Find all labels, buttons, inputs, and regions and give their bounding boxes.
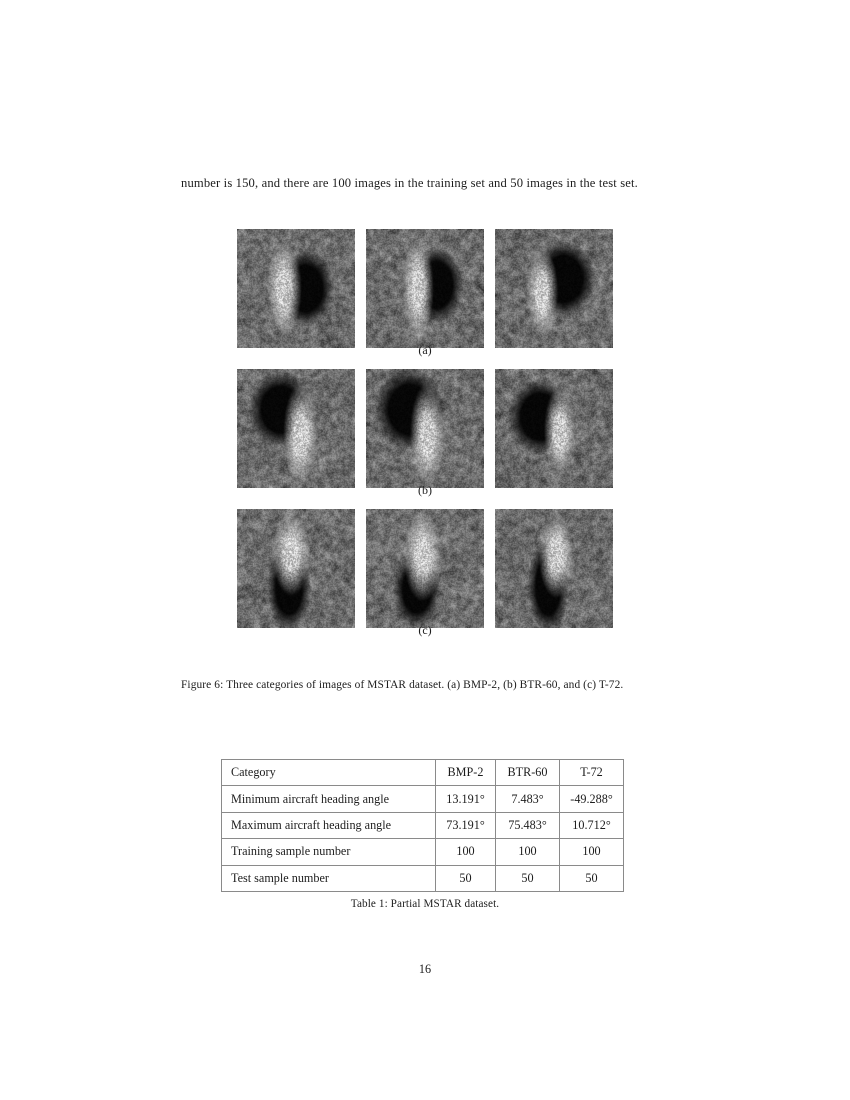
sar-image-cell bbox=[366, 229, 484, 348]
mstar-dataset-table bbox=[221, 759, 624, 892]
table-cell-value: -49.288° bbox=[560, 786, 624, 812]
table-row-label: Training sample number bbox=[222, 839, 436, 865]
table-row bbox=[222, 812, 624, 838]
table-header-category: Category bbox=[222, 760, 436, 786]
table-header-bmp2: BMP-2 bbox=[436, 760, 496, 786]
sar-image-row-b bbox=[237, 369, 613, 488]
page-number: 16 bbox=[418, 962, 432, 976]
sar-image-cell bbox=[366, 369, 484, 488]
table-cell-value: 50 bbox=[496, 865, 560, 891]
body-paragraph: number is 150, and there are 100 images in the training set and 50 images in the test set. bbox=[181, 176, 638, 190]
table-row-label: Test sample number bbox=[222, 865, 436, 891]
table-row-label: Maximum aircraft heading angle bbox=[222, 812, 436, 838]
table-cell-value: 50 bbox=[436, 865, 496, 891]
table-header-row bbox=[222, 760, 624, 786]
table-cell-value: 7.483° bbox=[496, 786, 560, 812]
sar-image-cell bbox=[495, 229, 613, 348]
figure-sublabel-a: (a) bbox=[418, 343, 432, 357]
sar-image-cell bbox=[495, 509, 613, 628]
table-row bbox=[222, 786, 624, 812]
sar-image-row-c bbox=[237, 509, 613, 628]
figure-sublabel-c: (c) bbox=[418, 623, 432, 637]
table-caption: Table 1: Partial MSTAR dataset. bbox=[350, 898, 500, 910]
sar-image-cell bbox=[237, 369, 355, 488]
table-cell-value: 13.191° bbox=[436, 786, 496, 812]
table-cell-value: 50 bbox=[560, 865, 624, 891]
table-row bbox=[222, 865, 624, 891]
table-cell-value: 75.483° bbox=[496, 812, 560, 838]
table-cell-value: 100 bbox=[496, 839, 560, 865]
sar-image-cell bbox=[495, 369, 613, 488]
figure-sublabel-b: (b) bbox=[418, 483, 432, 497]
sar-image-row-a bbox=[237, 229, 613, 348]
table-header-btr60: BTR-60 bbox=[496, 760, 560, 786]
table-cell-value: 100 bbox=[436, 839, 496, 865]
table-row bbox=[222, 839, 624, 865]
sar-image-cell bbox=[237, 229, 355, 348]
table-cell-value: 73.191° bbox=[436, 812, 496, 838]
table-cell-value: 100 bbox=[560, 839, 624, 865]
figure-caption: Figure 6: Three categories of images of MSTAR dataset. (a) BMP-2, (b) BTR-60, and (c) T-72. bbox=[181, 679, 624, 691]
sar-image-cell bbox=[366, 509, 484, 628]
table-header-t72: T-72 bbox=[560, 760, 624, 786]
sar-image-cell bbox=[237, 509, 355, 628]
table-cell-value: 10.712° bbox=[560, 812, 624, 838]
table-row-label: Minimum aircraft heading angle bbox=[222, 786, 436, 812]
